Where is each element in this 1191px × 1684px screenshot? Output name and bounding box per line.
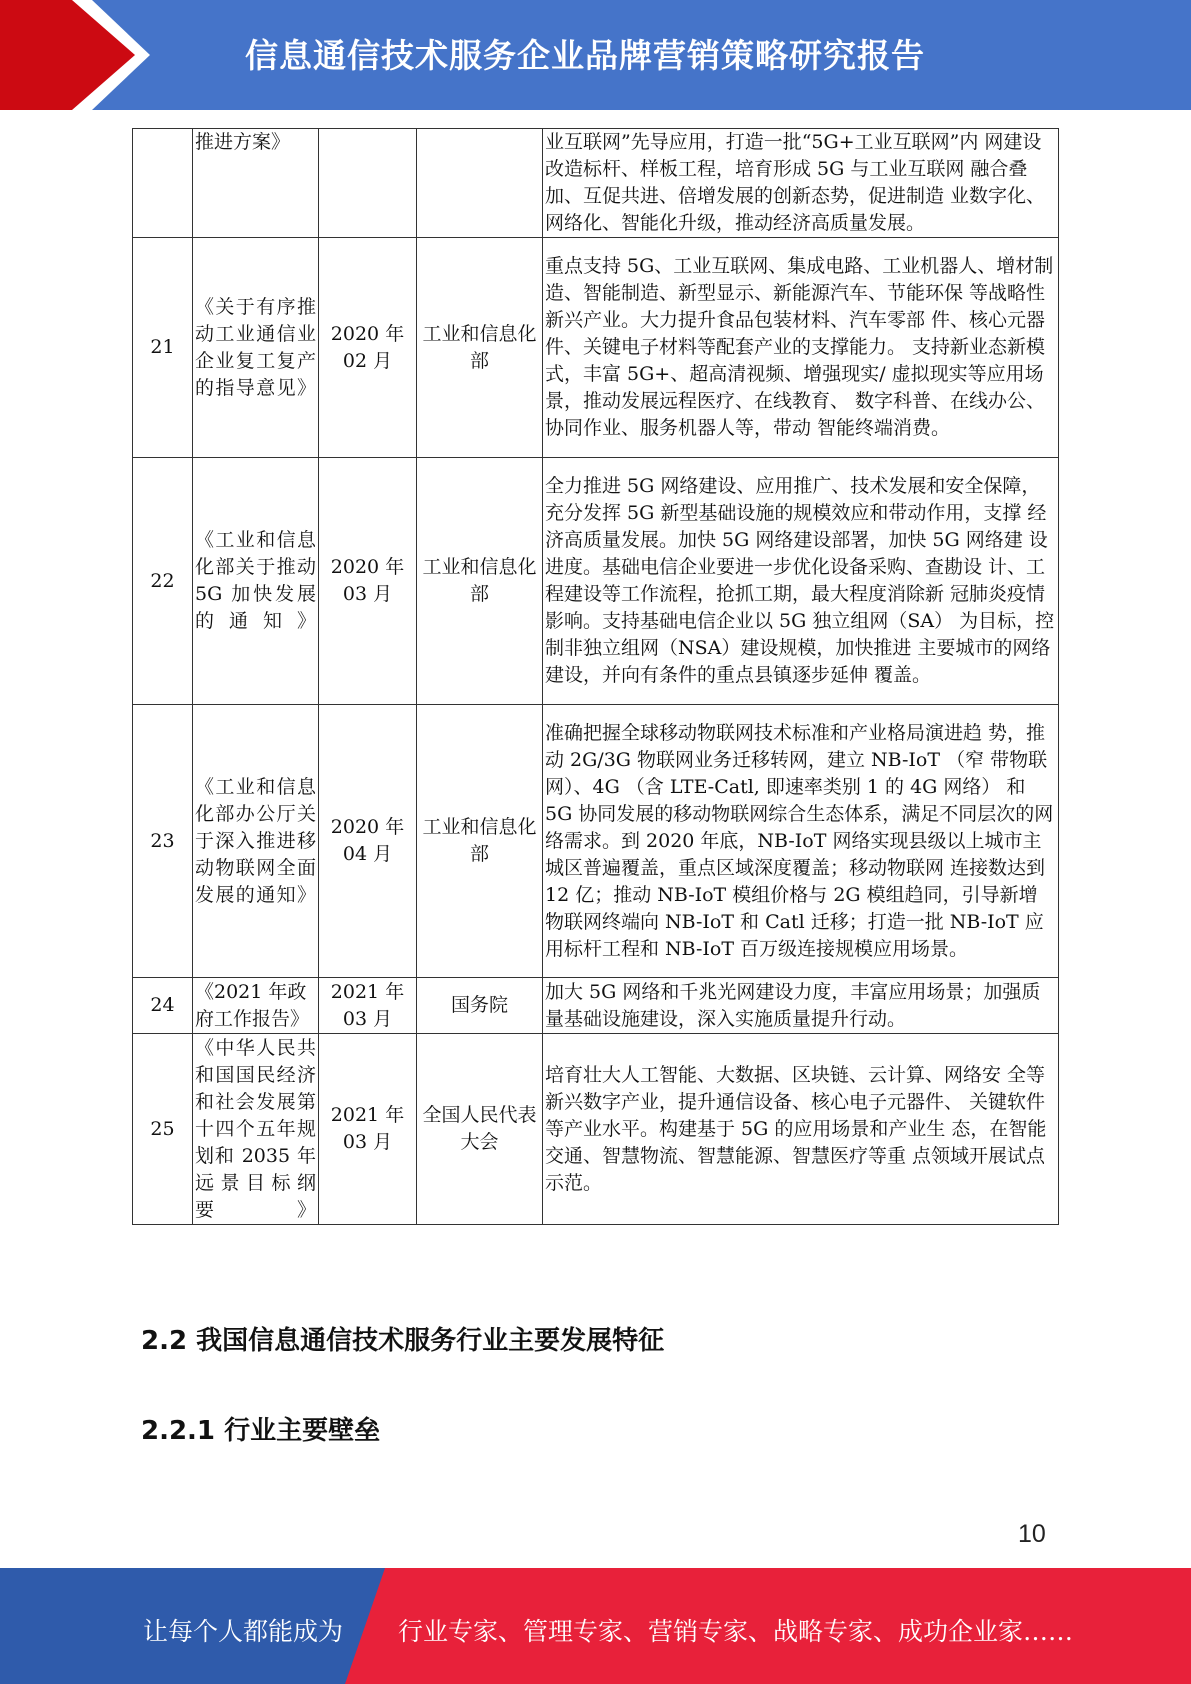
policy-date-cell <box>319 978 417 1034</box>
policy-date <box>319 129 417 238</box>
policy-content: 重点支持 5G、工业互联网、集成电路、工业机器人、增材制造、智能制造、新型显示、新能源汽车、节能环保 等战略性新兴产业。大力提升食品包装材料、汽车零部 件、核心元器件、关键电子材料等配套产业的支撑能力。 支持新业态新模式，丰富 5G+、超高清视频、增强现实/ 虚拟现实等应用场景，推动发展远程医疗、在线教育、 数字科普、在线办公、协同作业、服务机器人等，带动 智能终端消费。 <box>543 238 1059 458</box>
policy-name: 《工业和信息化部关于推动 5G 加快发展的通知》 <box>193 458 319 705</box>
row-number: 24 <box>133 978 193 1034</box>
policy-department: 全国人民代表大会 <box>417 1034 543 1225</box>
policy-name: 推进方案》 <box>193 129 319 238</box>
policy-name: 《工业和信息化部办公厅关于深入推进移动物联网全面发展的通知》 <box>193 705 319 978</box>
footer-slogan-right: 行业专家、管理专家、营销专家、战略专家、成功企业家…… <box>398 1617 1074 1646</box>
policy-department: 工业和信息化部 <box>417 458 543 705</box>
policy-department: 工业和信息化部 <box>417 705 543 978</box>
table-row <box>133 458 1059 705</box>
policy-date: 2021 年 03 月 <box>330 980 405 1030</box>
report-title: 信息通信技术服务企业品牌营销策略研究报告 <box>245 36 925 75</box>
row-number <box>133 129 193 238</box>
policy-date: 2021 年 03 月 <box>319 1034 417 1225</box>
table-row <box>133 129 1059 238</box>
policy-department: 工业和信息化部 <box>417 238 543 458</box>
row-number: 23 <box>133 705 193 978</box>
table-row <box>133 978 1059 1034</box>
policy-content: 加大 5G 网络和千兆光网建设力度，丰富应用场景；加强质量基础设施建设，深入实施质量提升行动。 <box>543 978 1059 1034</box>
header-chevron-red <box>0 0 150 110</box>
policy-table <box>132 128 1059 1225</box>
policy-content: 全力推进 5G 网络建设、应用推广、技术发展和安全保障， 充分发挥 5G 新型基础设施的规模效应和带动作用，支撑 经济高质量发展。加快 5G 网络建设部署，加快 5G 网络建 设进度。基础电信企业要进一步优化设备采购、查勘设 计、工程建设等工作流程，抢抓工期，最大程度消除新 冠肺炎疫情影响。支持基础电信企业以 5G 独立组网（SA） 为目标，控制非独立组网（NSA）建设规模，加快推进 主要城市的网络建设，并向有条件的重点县镇逐步延伸 覆盖。 <box>543 458 1059 705</box>
policy-date: 2020 年 03 月 <box>319 458 417 705</box>
policy-name: 《中华人民共和国国民经济和社会发展第十四个五年规划和 2035 年远景目标纲要》 <box>193 1034 319 1225</box>
page-number: 10 <box>1018 1520 1046 1548</box>
policy-content: 业互联网”先导应用，打造一批“5G+工业互联网”内 网建设改造标杆、样板工程，培育形成 5G 与工业互联网 融合叠加、互促共进、倍增发展的创新态势，促进制造 业数字化、网络化、智能化升级，推动经济高质量发展。 <box>543 129 1059 238</box>
subsection-heading: 2.2.1 行业主要壁垒 <box>141 1416 381 1446</box>
table-row <box>133 238 1059 458</box>
policy-content: 培育壮大人工智能、大数据、区块链、云计算、网络安 全等新兴数字产业，提升通信设备、核心电子元器件、 关键软件等产业水平。构建基于 5G 的应用场景和产业生 态，在智能交通、智慧物流、智慧能源、智慧医疗等重 点领域开展试点示范。 <box>543 1034 1059 1225</box>
page-footer <box>0 1568 1191 1684</box>
policy-content: 准确把握全球移动物联网技术标准和产业格局演进趋 势，推动 2G/3G 物联网业务迁移转网，建立 NB-IoT （窄 带物联网）、4G （含 LTE-Catl, 即速率类别 1 的 4G 网络） 和 5G 协同发展的移动物联网综合生态体系，满足不同层次的网络需求。到 2020 年底，NB-IoT 网络实现县级以上城市主城区普遍覆盖，重点区域深度覆盖；移动物联网 连接数达到 12 亿；推动 NB-IoT 模组价格与 2G 模组趋同，引导新增物联网终端向 NB-IoT 和 Catl 迁移；打造一批 NB-IoT 应用标杆工程和 NB-IoT 百万级连接规模应用场景。 <box>543 705 1059 978</box>
policy-name: 《关于有序推动工业通信业企业复工复产的指导意见》 <box>193 238 319 458</box>
page-header <box>0 0 1191 110</box>
policy-date: 2020 年 02 月 <box>319 238 417 458</box>
policy-name-cell <box>193 978 319 1034</box>
section-heading: 2.2 我国信息通信技术服务行业主要发展特征 <box>141 1326 665 1356</box>
row-number: 21 <box>133 238 193 458</box>
table-row <box>133 705 1059 978</box>
policy-name: 《2021 年政府工作报告》 <box>195 980 310 1030</box>
policy-department <box>417 129 543 238</box>
table-row <box>133 1034 1059 1225</box>
row-number: 22 <box>133 458 193 705</box>
policy-department: 国务院 <box>417 978 543 1034</box>
policy-date: 2020 年 04 月 <box>319 705 417 978</box>
row-number: 25 <box>133 1034 193 1225</box>
footer-slogan-left: 让每个人都能成为 <box>143 1617 344 1646</box>
